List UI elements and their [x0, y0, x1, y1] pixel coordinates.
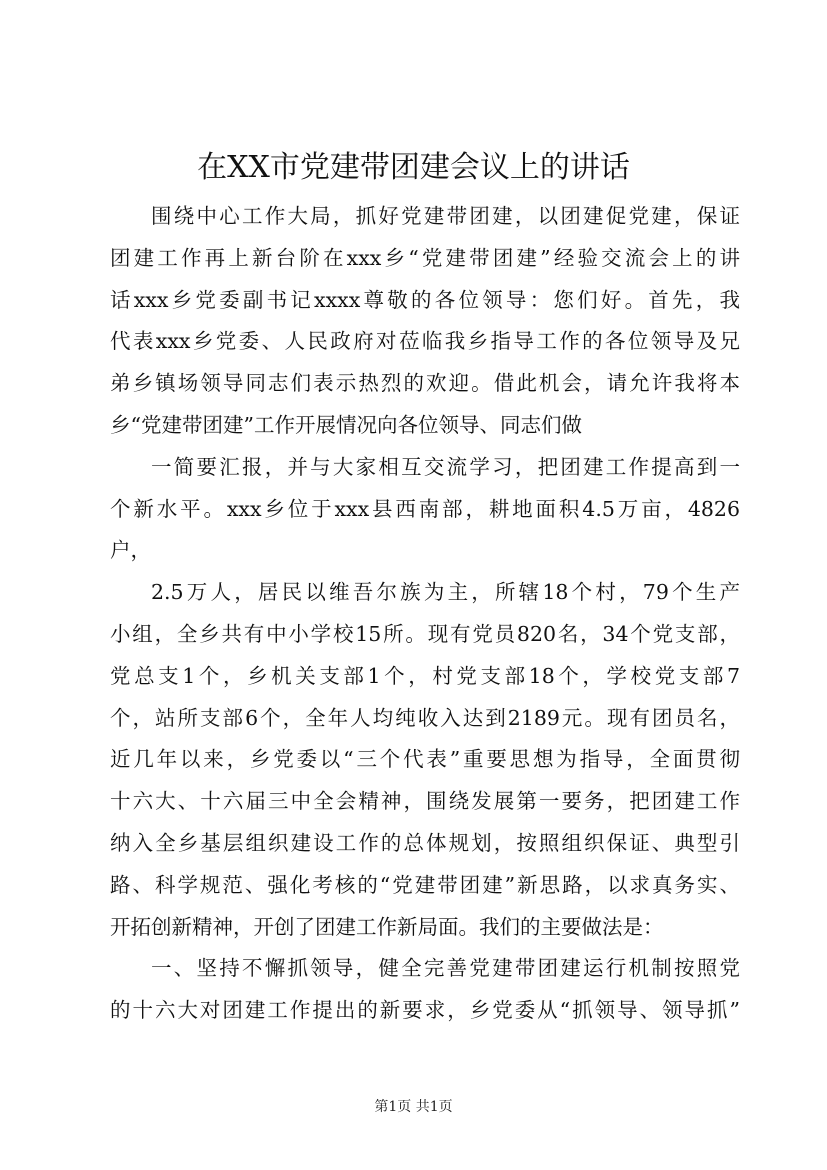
paragraph-line: 纳入全乡基层组织建设工作的总体规划，按照组织保证、典型引	[110, 830, 740, 855]
paragraph-line: 户，	[110, 538, 151, 563]
paragraph-line: 话xxx乡党委副书记xxxx尊敬的各位领导：您们好。首先，我	[110, 287, 740, 312]
paragraph-line: 十六大、十六届三中全会精神，围绕发展第一要务，把团建工作	[110, 789, 740, 814]
paragraph-line: 2.5万人，居民以维吾尔族为主，所辖18个村，79个生产	[151, 580, 740, 605]
paragraph-line: 一、坚持不懈抓领导，健全完善党建带团建运行机制按照党	[151, 956, 740, 981]
paragraph-line: 代表xxx乡党委、人民政府对莅临我乡指导工作的各位领导及兄	[110, 329, 740, 354]
paragraph-line: 近几年以来，乡党委以“三个代表”重要思想为指导，全面贯彻	[110, 747, 740, 772]
document-body	[110, 196, 740, 1032]
paragraph-line: 个新水平。xxx乡位于xxx县西南部，耕地面积4.5万亩，4826	[110, 496, 740, 521]
paragraph-line: 个，站所支部6个，全年人均纯收入达到2189元。现有团员名，	[110, 705, 740, 730]
paragraph-line: 路、科学规范、强化考核的“党建带团建”新思路，以求真务实、	[110, 872, 740, 897]
paragraph-line: 开拓创新精神，开创了团建工作新局面。我们的主要做法是：	[110, 914, 664, 939]
paragraph-line: 小组，全乡共有中小学校15所。现有党员820名，34个党支部，	[110, 621, 740, 646]
paragraph-line: 乡“党建带团建”工作开展情况向各位领导、同志们做	[110, 412, 582, 437]
document-title: 在XX市党建带团建会议上的讲话	[197, 150, 630, 185]
paragraph-line: 的十六大对团建工作提出的新要求，乡党委从“抓领导、领导抓”	[110, 998, 740, 1023]
paragraph-line: 一简要汇报，并与大家相互交流学习，把团建工作提高到一	[151, 454, 740, 479]
paragraph-line: 团建工作再上新台阶在xxx乡“党建带团建”经验交流会上的讲	[110, 245, 740, 270]
paragraph-line: 围绕中心工作大局，抓好党建带团建，以团建促党建，保证	[151, 204, 740, 228]
page-number-footer: 第1页 共1页	[374, 1099, 453, 1115]
paragraph-line: 弟乡镇场领导同志们表示热烈的欢迎。借此机会，请允许我将本	[110, 371, 740, 396]
paragraph-line: 党总支1个，乡机关支部1个，村党支部18个，学校党支部7	[110, 663, 740, 688]
